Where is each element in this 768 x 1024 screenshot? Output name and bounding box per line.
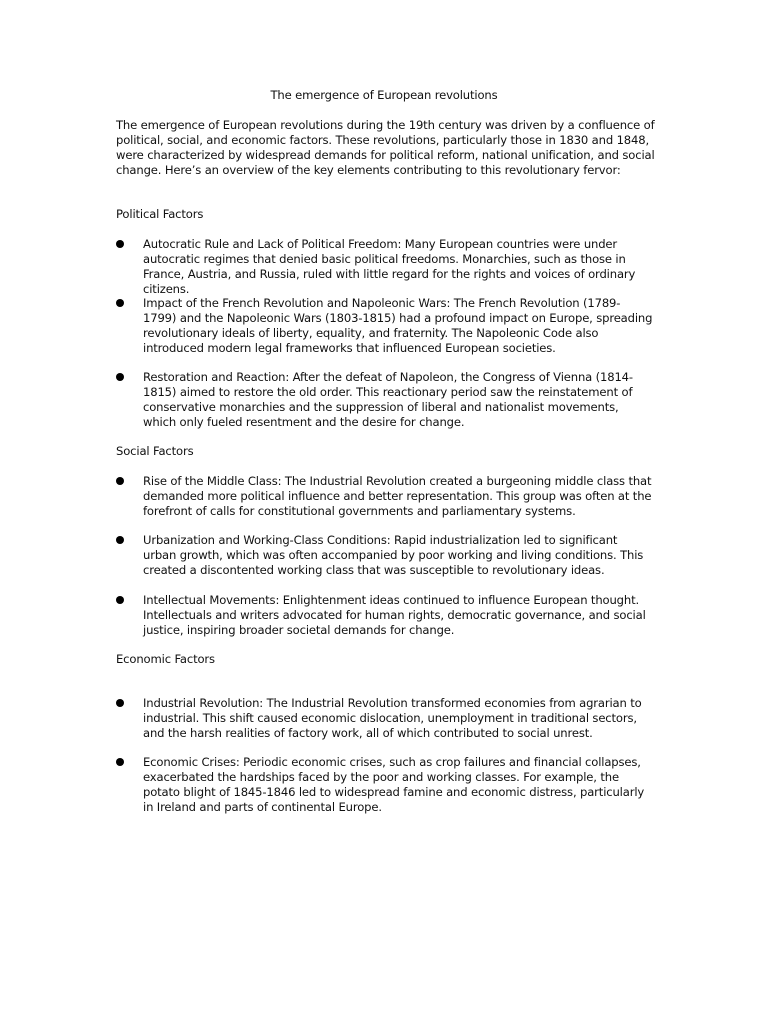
bullet-icon: [116, 536, 124, 544]
intro-paragraph: The emergence of European revolutions during the 19th century was driven by a confluence of political, social, and economic factors. These revolutions, particularly those in 1830 and 1848, were characterized by widespread demands for political reform, national unification, and social change. Here’s an overview of the key elements contributing to this revolutionary fervor:: [116, 118, 655, 177]
bullet-icon: [116, 758, 124, 766]
bullet-icon: [116, 596, 124, 604]
list-item-text: Economic Crises: Periodic economic crises, such as crop failures and financial collapses, exacerbated the hardships faced by the poor and working classes. For example, the potato blight of 1845-1846 led to widespread famine and economic distress, particularly in Ireland and parts of continental Europe.: [143, 755, 645, 814]
section-heading-social: Social Factors: [116, 444, 194, 458]
bullet-icon: [116, 240, 124, 248]
bullet-icon: [116, 299, 124, 307]
bullet-icon: [116, 477, 124, 485]
bullet-icon: [116, 699, 124, 707]
bullet-icon: [116, 373, 124, 381]
section-heading-economic: Economic Factors: [116, 652, 215, 666]
list-item-text: Impact of the French Revolution and Napoleonic Wars: The French Revolution (1789-1799) and the Napoleonic Wars (1803-1815) had a profound impact on Europe, spreading revolutionary ideals of liberty, equality, and fraternity. The Napoleonic Code also introduced modern legal frameworks that influenced European societies.: [143, 296, 653, 355]
section-heading-political: Political Factors: [116, 207, 204, 221]
document-title: The emergence of European revolutions: [270, 88, 498, 102]
list-item-text: Restoration and Reaction: After the defeat of Napoleon, the Congress of Vienna (1814-1815) aimed to restore the old order. This reactionary period saw the reinstatement of conservative monarchies and the suppression of liberal and nationalist movements, which only fueled resentment and the desire for change.: [143, 370, 633, 429]
list-item-text: Urbanization and Working-Class Conditions: Rapid industrialization led to significant urban growth, which was often accompanied by poor working and living conditions. This created a discontented working class that was susceptible to revolutionary ideas.: [143, 533, 644, 577]
list-item-text: Autocratic Rule and Lack of Political Freedom: Many European countries were under autocratic regimes that denied basic political freedoms. Monarchies, such as those in France, Austria, and Russia, ruled with little regard for the rights and voices of ordinary citizens.: [143, 237, 636, 296]
list-item-text: Intellectual Movements: Enlightenment ideas continued to influence European thought. Intellectuals and writers advocated for human rights, democratic governance, and social justice, inspiring broader societal demands for change.: [143, 593, 646, 637]
list-item-text: Rise of the Middle Class: The Industrial Revolution created a burgeoning middle class that demanded more political influence and better representation. This group was often at the forefront of calls for constitutional governments and parliamentary systems.: [143, 474, 652, 518]
list-item-text: Industrial Revolution: The Industrial Revolution transformed economies from agrarian to industrial. This shift caused economic dislocation, unemployment in traditional sectors, and the harsh realities of factory work, all of which contributed to social unrest.: [143, 696, 642, 740]
